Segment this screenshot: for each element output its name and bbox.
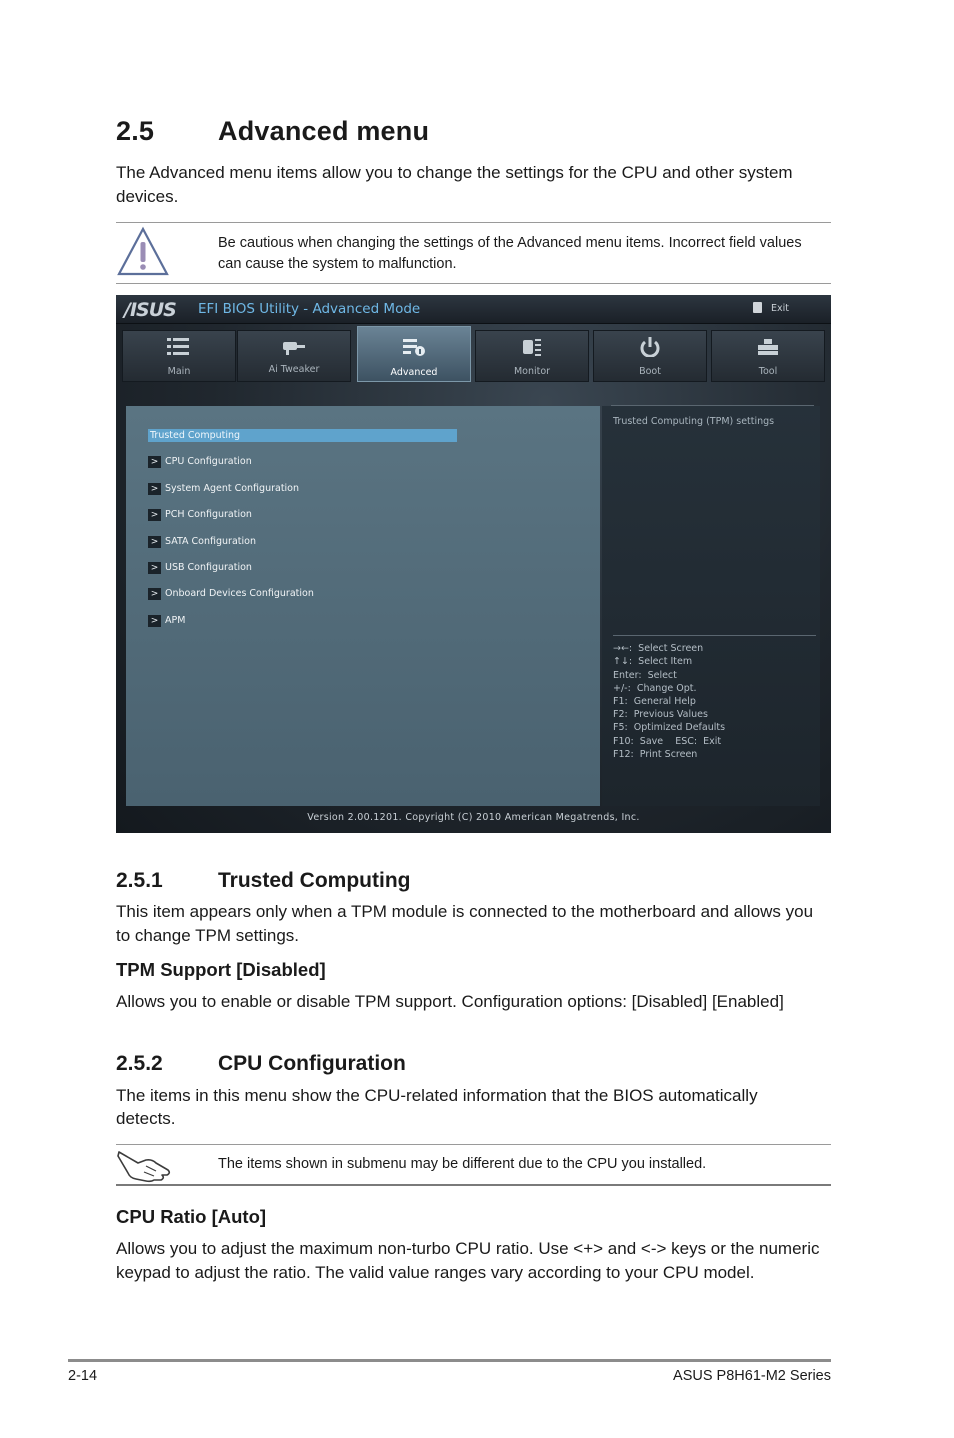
chevron-right-icon: > xyxy=(148,615,161,627)
subsection-2-text-line-2: detects. xyxy=(116,1109,176,1128)
menu-item-label: SATA Configuration xyxy=(165,536,256,547)
key-hint-change-opt: +/-: Change Opt. xyxy=(613,683,697,694)
menu-item-label: Trusted Computing xyxy=(150,430,241,441)
bios-exit-button[interactable]: Exit xyxy=(771,303,789,314)
tool-icon xyxy=(756,337,780,357)
caution-bottom-rule xyxy=(116,283,831,284)
subsection-2-text-line-1: The items in this menu show the CPU-related information that the BIOS automatically xyxy=(116,1086,758,1105)
cpu-ratio-heading: CPU Ratio [Auto] xyxy=(116,1206,267,1227)
tab-tool[interactable] xyxy=(711,330,825,382)
key-hint-select-screen: →←: Select Screen xyxy=(613,643,704,654)
menu-item-label: USB Configuration xyxy=(165,562,252,573)
monitor-icon xyxy=(520,337,544,357)
page-number: 2-14 xyxy=(68,1368,98,1384)
tab-main-label: Main xyxy=(167,366,191,377)
note-top-rule xyxy=(116,1144,831,1145)
chevron-right-icon: > xyxy=(148,536,161,548)
chevron-right-icon: > xyxy=(148,483,161,495)
pointing-hand-icon xyxy=(116,1146,172,1189)
tab-monitor[interactable] xyxy=(475,330,589,382)
key-hint-f10-esc: F10: Save ESC: Exit xyxy=(613,736,722,747)
section-intro-line-2: devices. xyxy=(116,187,179,206)
subsection-number-1: 2.5.1 xyxy=(116,869,163,892)
product-name: ASUS P8H61-M2 Series xyxy=(673,1368,831,1384)
tpm-heading: TPM Support [Disabled] xyxy=(116,959,326,980)
warning-triangle-icon xyxy=(116,226,170,283)
key-hint-select-item: ↑↓: Select Item xyxy=(613,656,693,667)
chevron-right-icon: > xyxy=(148,456,161,468)
key-hint-f1: F1: General Help xyxy=(613,696,696,707)
tweaker-icon xyxy=(282,337,306,357)
key-hint-f12: F12: Print Screen xyxy=(613,749,698,760)
tab-main[interactable] xyxy=(122,330,236,382)
subsection-1-text-line-1: This item appears only when a TPM module is connected to the motherboard and allows you xyxy=(116,902,814,921)
subsection-title-2: CPU Configuration xyxy=(218,1052,406,1075)
tab-advanced[interactable] xyxy=(357,326,471,382)
power-icon xyxy=(638,337,662,357)
section-title: Advanced menu xyxy=(218,116,430,146)
note-text: The items shown in submenu may be different due to the CPU you installed. xyxy=(218,1156,707,1172)
subsection-number-2: 2.5.2 xyxy=(116,1052,163,1075)
menu-item-label: Onboard Devices Configuration xyxy=(165,588,314,599)
footer-rule xyxy=(68,1359,831,1362)
exit-icon[interactable] xyxy=(753,302,762,313)
key-hint-enter: Enter: Select xyxy=(613,670,677,681)
tab-monitor-label: Monitor xyxy=(513,366,551,377)
section-intro-line-1: The Advanced menu items allow you to change the settings for the CPU and other system xyxy=(116,163,793,182)
note-bottom-rule xyxy=(116,1184,831,1186)
tab-ai-tweaker[interactable] xyxy=(237,330,351,382)
caution-text-line-2: can cause the system to malfunction. xyxy=(218,256,457,272)
caution-text-line-1: Be cautious when changing the settings of the Advanced menu items. Incorrect field values xyxy=(218,235,802,251)
chevron-right-icon: > xyxy=(148,562,161,574)
bios-version-footer: Version 2.00.1201. Copyright (C) 2010 American Megatrends, Inc. xyxy=(307,812,640,823)
asus-logo: /ISUS xyxy=(124,299,176,321)
tab-tool-label: Tool xyxy=(758,366,778,377)
cpu-ratio-text-line-1: Allows you to adjust the maximum non-turbo CPU ratio. Use <+> and <-> keys or the numeric xyxy=(116,1239,820,1258)
cpu-ratio-text-line-2: keypad to adjust the ratio. The valid value ranges vary according to your CPU model. xyxy=(116,1263,755,1282)
menu-item-trusted-computing[interactable] xyxy=(148,429,457,442)
menu-item-label: CPU Configuration xyxy=(165,456,252,467)
tab-boot-label: Boot xyxy=(639,366,661,377)
list-icon xyxy=(167,337,191,357)
subsection-title-1: Trusted Computing xyxy=(218,869,411,892)
help-text: Trusted Computing (TPM) settings xyxy=(613,416,775,427)
tab-boot[interactable] xyxy=(593,330,707,382)
bios-screenshot xyxy=(116,295,831,833)
tab-advanced-label: Advanced xyxy=(390,367,438,378)
help-panel-top-rule xyxy=(611,405,814,406)
chevron-right-icon: > xyxy=(148,509,161,521)
tab-ai-tweaker-label: Ai Tweaker xyxy=(268,364,320,375)
chevron-right-icon: > xyxy=(148,588,161,600)
menu-item-label: PCH Configuration xyxy=(165,509,252,520)
tpm-text: Allows you to enable or disable TPM support. Configuration options: [Disabled] [Enabled] xyxy=(116,992,784,1011)
menu-item-label: System Agent Configuration xyxy=(165,483,300,494)
key-hint-f5: F5: Optimized Defaults xyxy=(613,722,726,733)
menu-item-label: APM xyxy=(165,615,186,626)
bios-title: EFI BIOS Utility - Advanced Mode xyxy=(198,301,421,317)
key-hint-f2: F2: Previous Values xyxy=(613,709,708,720)
subsection-1-text-line-2: to change TPM settings. xyxy=(116,926,300,945)
advanced-icon xyxy=(402,337,426,357)
caution-top-rule xyxy=(116,222,831,223)
help-panel-mid-rule xyxy=(613,635,816,636)
section-number: 2.5 xyxy=(116,116,155,146)
